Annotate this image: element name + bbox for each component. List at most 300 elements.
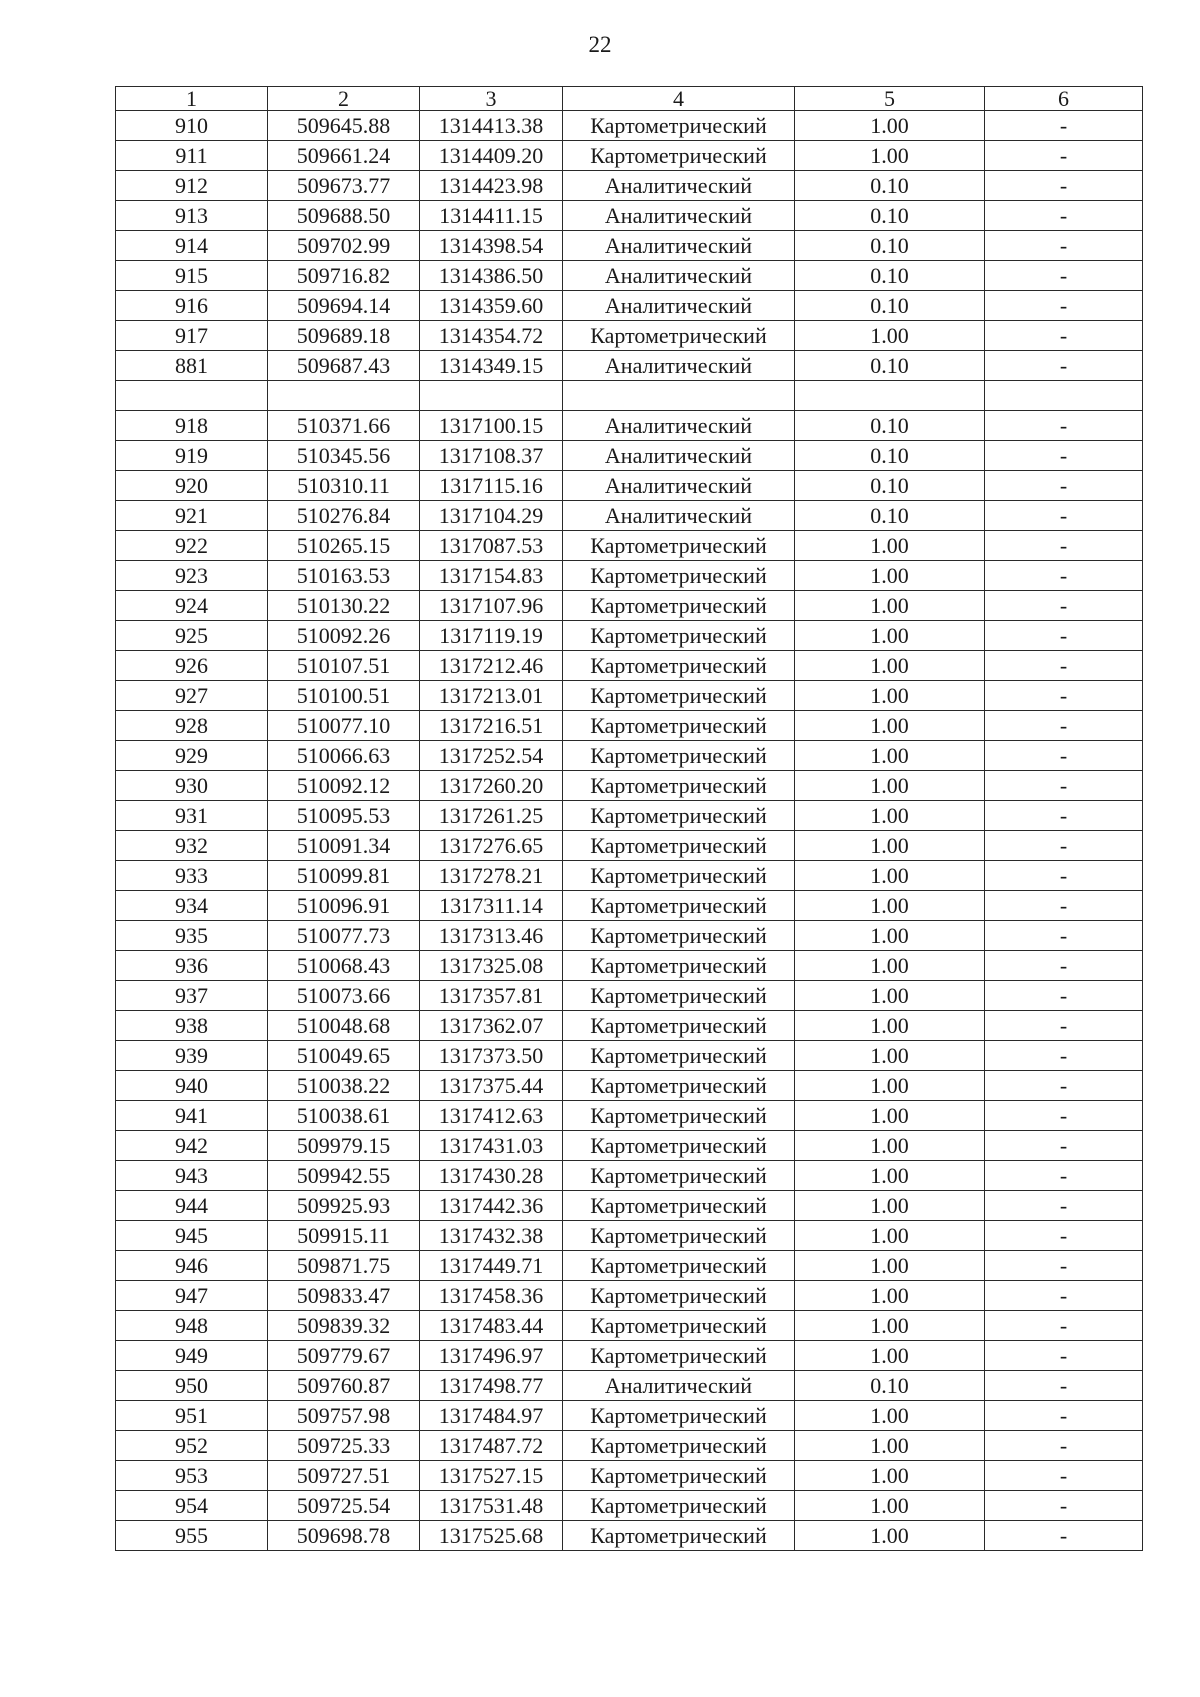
accuracy-cell: 1.00 [795,771,985,801]
x-coordinate-cell: 510100.51 [268,681,420,711]
y-coordinate-cell: 1317325.08 [420,951,563,981]
point-number-cell: 954 [116,1491,268,1521]
method-cell: Картометрический [563,1221,795,1251]
note-cell: - [985,681,1143,711]
point-number-cell: 910 [116,111,268,141]
point-number-cell: 917 [116,321,268,351]
point-number-cell: 943 [116,1161,268,1191]
point-number-cell: 955 [116,1521,268,1551]
table-row [116,921,1143,951]
note-cell: - [985,471,1143,501]
x-coordinate-cell: 509779.67 [268,1341,420,1371]
accuracy-cell: 1.00 [795,891,985,921]
x-coordinate-cell: 509661.24 [268,141,420,171]
x-coordinate-cell: 510066.63 [268,741,420,771]
method-cell: Аналитический [563,441,795,471]
point-number-cell: 947 [116,1281,268,1311]
y-coordinate-cell: 1317154.83 [420,561,563,591]
table-row [116,1101,1143,1131]
table-row [116,771,1143,801]
note-cell: - [985,561,1143,591]
x-coordinate-cell: 509694.14 [268,291,420,321]
y-coordinate-cell: 1317252.54 [420,741,563,771]
accuracy-cell: 1.00 [795,1521,985,1551]
method-cell: Картометрический [563,1431,795,1461]
accuracy-cell: 1.00 [795,921,985,951]
table-row [116,1371,1143,1401]
x-coordinate-cell: 509925.93 [268,1191,420,1221]
table-row [116,861,1143,891]
accuracy-cell: 1.00 [795,1431,985,1461]
point-number-cell: 939 [116,1041,268,1071]
accuracy-cell: 0.10 [795,171,985,201]
x-coordinate-cell: 509689.18 [268,321,420,351]
note-cell: - [985,1431,1143,1461]
method-cell: Картометрический [563,321,795,351]
y-coordinate-cell: 1317107.96 [420,591,563,621]
x-coordinate-cell: 510038.61 [268,1101,420,1131]
note-cell: - [985,1161,1143,1191]
note-cell: - [985,1281,1143,1311]
y-coordinate-cell: 1314413.38 [420,111,563,141]
accuracy-cell: 0.10 [795,231,985,261]
point-number-cell: 952 [116,1431,268,1461]
accuracy-cell: 1.00 [795,621,985,651]
accuracy-cell: 1.00 [795,681,985,711]
accuracy-cell: 1.00 [795,1281,985,1311]
note-cell: - [985,951,1143,981]
table-row [116,1281,1143,1311]
note-cell: - [985,861,1143,891]
table-header [116,87,1143,111]
table-row [116,231,1143,261]
header-row [116,87,1143,111]
accuracy-cell: 1.00 [795,1161,985,1191]
note-cell: - [985,111,1143,141]
table-row [116,1521,1143,1551]
y-coordinate-cell: 1317496.97 [420,1341,563,1371]
accuracy-cell: 0.10 [795,1371,985,1401]
y-coordinate-cell: 1317498.77 [420,1371,563,1401]
method-cell: Картометрический [563,1011,795,1041]
point-number-cell: 940 [116,1071,268,1101]
point-number-cell: 915 [116,261,268,291]
table-row [116,351,1143,381]
note-cell: - [985,1071,1143,1101]
accuracy-cell: 1.00 [795,141,985,171]
note-cell: - [985,201,1143,231]
x-coordinate-cell: 510091.34 [268,831,420,861]
point-number-cell: 929 [116,741,268,771]
x-coordinate-cell: 509687.43 [268,351,420,381]
y-coordinate-cell: 1317100.15 [420,411,563,441]
point-number-cell: 931 [116,801,268,831]
x-coordinate-cell: 509979.15 [268,1131,420,1161]
accuracy-cell: 1.00 [795,1071,985,1101]
x-coordinate-cell: 510345.56 [268,441,420,471]
note-cell: - [985,741,1143,771]
y-coordinate-cell: 1317213.01 [420,681,563,711]
note-cell: - [985,531,1143,561]
table-row [116,801,1143,831]
note-cell: - [985,711,1143,741]
x-coordinate-cell: 510077.73 [268,921,420,951]
y-coordinate-cell: 1317087.53 [420,531,563,561]
x-coordinate-cell: 509688.50 [268,201,420,231]
x-coordinate-cell: 510048.68 [268,1011,420,1041]
y-coordinate-cell: 1317108.37 [420,441,563,471]
x-coordinate-cell: 509702.99 [268,231,420,261]
method-cell: Картометрический [563,1071,795,1101]
table-row [116,441,1143,471]
column-header-6: 6 [985,87,1143,111]
y-coordinate-cell: 1314411.15 [420,201,563,231]
note-cell: - [985,591,1143,621]
point-number-cell: 933 [116,861,268,891]
accuracy-cell: 1.00 [795,111,985,141]
table-row [116,981,1143,1011]
method-cell: Картометрический [563,771,795,801]
method-cell: Картометрический [563,681,795,711]
y-coordinate-cell: 1317357.81 [420,981,563,1011]
method-cell: Картометрический [563,891,795,921]
accuracy-cell: 1.00 [795,1401,985,1431]
coordinates-table [115,86,1143,1551]
point-number-cell: 930 [116,771,268,801]
method-cell: Картометрический [563,1041,795,1071]
table-row [116,1431,1143,1461]
accuracy-cell: 1.00 [795,321,985,351]
x-coordinate-cell: 510371.66 [268,411,420,441]
point-number-cell: 928 [116,711,268,741]
method-cell: Картометрический [563,1101,795,1131]
y-coordinate-cell: 1317212.46 [420,651,563,681]
table-row [116,501,1143,531]
column-header-5: 5 [795,87,985,111]
point-number-cell: 950 [116,1371,268,1401]
accuracy-cell: 1.00 [795,1491,985,1521]
note-cell: - [985,1251,1143,1281]
accuracy-cell: 0.10 [795,201,985,231]
note-cell: - [985,1341,1143,1371]
x-coordinate-cell: 509673.77 [268,171,420,201]
accuracy-cell: 0.10 [795,501,985,531]
note-cell: - [985,1311,1143,1341]
x-coordinate-cell: 510096.91 [268,891,420,921]
table-row [116,561,1143,591]
point-number-cell: 881 [116,351,268,381]
note-cell: - [985,981,1143,1011]
y-coordinate-cell: 1314386.50 [420,261,563,291]
table-row [116,141,1143,171]
table-row [116,291,1143,321]
note-cell: - [985,291,1143,321]
x-coordinate-cell: 509698.78 [268,1521,420,1551]
method-cell: Аналитический [563,261,795,291]
note-cell: - [985,1101,1143,1131]
method-cell: Картометрический [563,711,795,741]
y-coordinate-cell: 1317115.16 [420,471,563,501]
table-row [116,891,1143,921]
method-cell: Аналитический [563,1371,795,1401]
method-cell: Картометрический [563,111,795,141]
table-row [116,711,1143,741]
point-number-cell: 918 [116,411,268,441]
method-cell: Картометрический [563,801,795,831]
table-row [116,171,1143,201]
method-cell: Аналитический [563,501,795,531]
accuracy-cell: 1.00 [795,981,985,1011]
method-cell: Картометрический [563,951,795,981]
y-coordinate-cell: 1317375.44 [420,1071,563,1101]
accuracy-cell: 1.00 [795,1011,985,1041]
method-cell: Картометрический [563,1131,795,1161]
method-cell: Картометрический [563,1161,795,1191]
accuracy-cell: 1.00 [795,1191,985,1221]
x-coordinate-cell: 509725.33 [268,1431,420,1461]
y-coordinate-cell: 1317458.36 [420,1281,563,1311]
y-coordinate-cell: 1317430.28 [420,1161,563,1191]
y-coordinate-cell: 1317278.21 [420,861,563,891]
point-number-cell: 946 [116,1251,268,1281]
y-coordinate-cell [420,381,563,411]
table-row [116,321,1143,351]
method-cell: Аналитический [563,171,795,201]
point-number-cell: 924 [116,591,268,621]
column-header-4: 4 [563,87,795,111]
accuracy-cell: 1.00 [795,651,985,681]
y-coordinate-cell: 1317531.48 [420,1491,563,1521]
note-cell: - [985,771,1143,801]
accuracy-cell: 1.00 [795,741,985,771]
y-coordinate-cell: 1317483.44 [420,1311,563,1341]
y-coordinate-cell: 1317527.15 [420,1461,563,1491]
page-number: 22 [588,32,612,57]
point-number-cell: 934 [116,891,268,921]
table-row [116,1041,1143,1071]
y-coordinate-cell: 1314359.60 [420,291,563,321]
accuracy-cell: 1.00 [795,801,985,831]
table-row [116,201,1143,231]
x-coordinate-cell: 510265.15 [268,531,420,561]
method-cell [563,381,795,411]
method-cell: Картометрический [563,1461,795,1491]
table-row [116,1401,1143,1431]
table-row [116,531,1143,561]
note-cell: - [985,1461,1143,1491]
point-number-cell: 938 [116,1011,268,1041]
method-cell: Картометрический [563,621,795,651]
x-coordinate-cell: 510038.22 [268,1071,420,1101]
point-number-cell: 944 [116,1191,268,1221]
y-coordinate-cell: 1317484.97 [420,1401,563,1431]
table-row [116,411,1143,441]
note-cell: - [985,831,1143,861]
accuracy-cell: 1.00 [795,1041,985,1071]
table-row [116,1311,1143,1341]
point-number-cell: 925 [116,621,268,651]
table-body [116,111,1143,1551]
y-coordinate-cell: 1317432.38 [420,1221,563,1251]
table-row [116,1161,1143,1191]
x-coordinate-cell: 509839.32 [268,1311,420,1341]
x-coordinate-cell: 510077.10 [268,711,420,741]
note-cell: - [985,141,1143,171]
table-row [116,651,1143,681]
table-row [116,1251,1143,1281]
accuracy-cell: 0.10 [795,441,985,471]
note-cell: - [985,1011,1143,1041]
x-coordinate-cell: 510107.51 [268,651,420,681]
table-row [116,741,1143,771]
x-coordinate-cell: 510099.81 [268,861,420,891]
note-cell: - [985,1521,1143,1551]
note-cell: - [985,501,1143,531]
x-coordinate-cell: 509725.54 [268,1491,420,1521]
x-coordinate-cell: 509757.98 [268,1401,420,1431]
accuracy-cell: 1.00 [795,1311,985,1341]
y-coordinate-cell: 1317261.25 [420,801,563,831]
y-coordinate-cell: 1317276.65 [420,831,563,861]
method-cell: Аналитический [563,471,795,501]
table-row [116,471,1143,501]
x-coordinate-cell: 510163.53 [268,561,420,591]
column-header-1: 1 [116,87,268,111]
y-coordinate-cell: 1314349.15 [420,351,563,381]
table-row [116,381,1143,411]
y-coordinate-cell: 1314423.98 [420,171,563,201]
x-coordinate-cell: 510310.11 [268,471,420,501]
y-coordinate-cell: 1317449.71 [420,1251,563,1281]
note-cell: - [985,1371,1143,1401]
accuracy-cell: 0.10 [795,291,985,321]
point-number-cell: 951 [116,1401,268,1431]
x-coordinate-cell: 509760.87 [268,1371,420,1401]
point-number-cell: 923 [116,561,268,591]
x-coordinate-cell [268,381,420,411]
point-number-cell: 942 [116,1131,268,1161]
note-cell: - [985,801,1143,831]
table-row [116,1491,1143,1521]
accuracy-cell: 1.00 [795,861,985,891]
method-cell: Картометрический [563,1491,795,1521]
method-cell: Картометрический [563,651,795,681]
point-number-cell: 916 [116,291,268,321]
note-cell: - [985,1041,1143,1071]
table-row [116,1191,1143,1221]
y-coordinate-cell: 1317431.03 [420,1131,563,1161]
table-row [116,681,1143,711]
point-number-cell: 912 [116,171,268,201]
point-number-cell: 927 [116,681,268,711]
table-row [116,1461,1143,1491]
y-coordinate-cell: 1317412.63 [420,1101,563,1131]
point-number-cell: 926 [116,651,268,681]
note-cell: - [985,321,1143,351]
y-coordinate-cell: 1317362.07 [420,1011,563,1041]
method-cell: Картометрический [563,981,795,1011]
accuracy-cell: 1.00 [795,1221,985,1251]
point-number-cell: 919 [116,441,268,471]
y-coordinate-cell: 1314409.20 [420,141,563,171]
method-cell: Картометрический [563,921,795,951]
method-cell: Картометрический [563,741,795,771]
x-coordinate-cell: 509915.11 [268,1221,420,1251]
note-cell: - [985,1401,1143,1431]
point-number-cell: 911 [116,141,268,171]
accuracy-cell: 1.00 [795,1251,985,1281]
note-cell: - [985,621,1143,651]
method-cell: Аналитический [563,231,795,261]
accuracy-cell: 0.10 [795,351,985,381]
method-cell: Картометрический [563,861,795,891]
accuracy-cell: 0.10 [795,261,985,291]
x-coordinate-cell: 509833.47 [268,1281,420,1311]
x-coordinate-cell: 509727.51 [268,1461,420,1491]
x-coordinate-cell: 510068.43 [268,951,420,981]
accuracy-cell: 0.10 [795,471,985,501]
y-coordinate-cell: 1317373.50 [420,1041,563,1071]
method-cell: Картометрический [563,561,795,591]
y-coordinate-cell: 1317525.68 [420,1521,563,1551]
table-row [116,1221,1143,1251]
accuracy-cell: 1.00 [795,1101,985,1131]
x-coordinate-cell: 510092.26 [268,621,420,651]
accuracy-cell: 1.00 [795,531,985,561]
x-coordinate-cell: 509942.55 [268,1161,420,1191]
table-row [116,261,1143,291]
y-coordinate-cell: 1314354.72 [420,321,563,351]
note-cell: - [985,921,1143,951]
method-cell: Картометрический [563,1401,795,1431]
point-number-cell: 921 [116,501,268,531]
point-number-cell: 953 [116,1461,268,1491]
y-coordinate-cell: 1317104.29 [420,501,563,531]
point-number-cell: 949 [116,1341,268,1371]
note-cell: - [985,411,1143,441]
x-coordinate-cell: 509871.75 [268,1251,420,1281]
y-coordinate-cell: 1317119.19 [420,621,563,651]
y-coordinate-cell: 1317311.14 [420,891,563,921]
y-coordinate-cell: 1317442.36 [420,1191,563,1221]
note-cell: - [985,231,1143,261]
method-cell: Аналитический [563,411,795,441]
table-row [116,1341,1143,1371]
method-cell: Картометрический [563,531,795,561]
y-coordinate-cell: 1317216.51 [420,711,563,741]
x-coordinate-cell: 510092.12 [268,771,420,801]
accuracy-cell: 0.10 [795,411,985,441]
point-number-cell: 922 [116,531,268,561]
note-cell: - [985,1191,1143,1221]
method-cell: Картометрический [563,591,795,621]
point-number-cell: 936 [116,951,268,981]
column-header-3: 3 [420,87,563,111]
point-number-cell: 920 [116,471,268,501]
table-row [116,1131,1143,1161]
table-row [116,1011,1143,1041]
x-coordinate-cell: 509645.88 [268,111,420,141]
x-coordinate-cell: 510095.53 [268,801,420,831]
accuracy-cell: 1.00 [795,1131,985,1161]
note-cell: - [985,261,1143,291]
accuracy-cell: 1.00 [795,711,985,741]
method-cell: Аналитический [563,201,795,231]
point-number-cell: 935 [116,921,268,951]
x-coordinate-cell: 510049.65 [268,1041,420,1071]
note-cell [985,381,1143,411]
y-coordinate-cell: 1314398.54 [420,231,563,261]
